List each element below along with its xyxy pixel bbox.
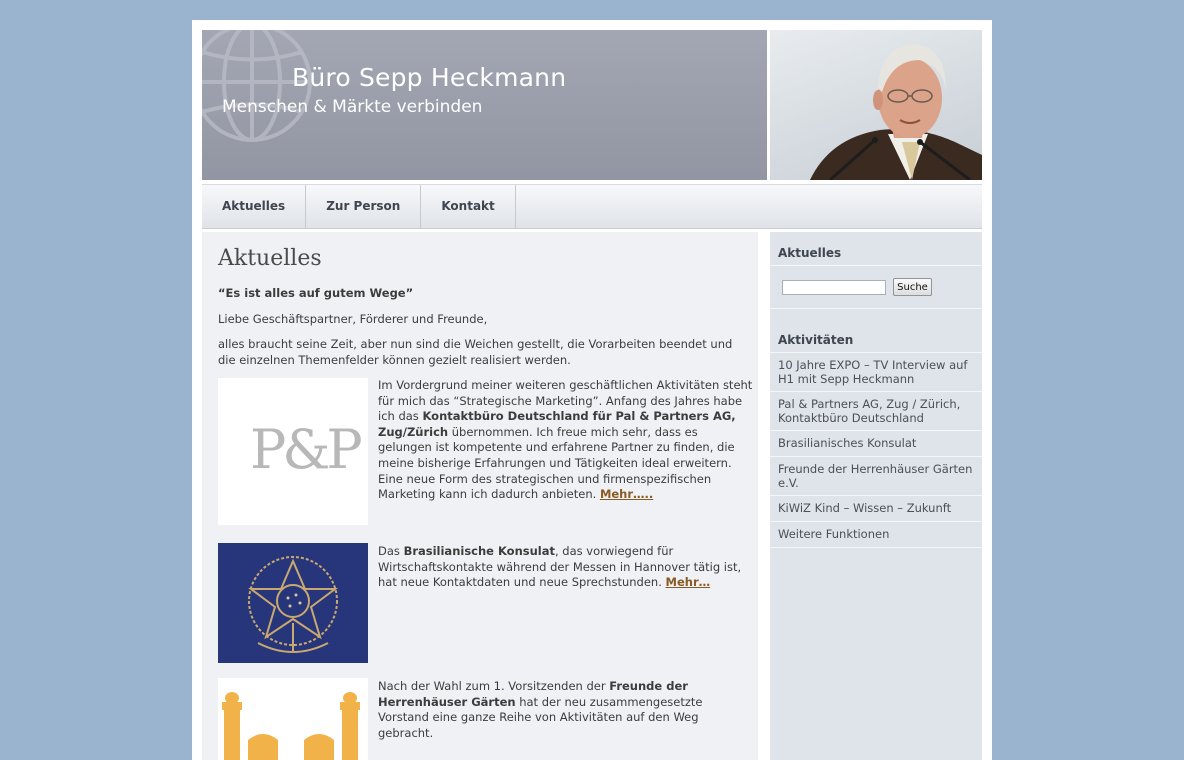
sidebar-item-kiwiz[interactable]: KiWiZ Kind – Wissen – Zukunft: [778, 501, 952, 515]
post-bold-segment: Kontaktbüro Deutschland für Pal & Partners AG, Zug/Zürich: [378, 409, 736, 439]
sidebar-item-pal-partners[interactable]: Pal & Partners AG, Zug / Zürich, Kontaktbüro Deutschland: [778, 397, 961, 425]
pal-partners-logo-text: P&P: [250, 418, 359, 481]
coat-of-arms-icon: [218, 543, 368, 663]
nav-item-zur-person[interactable]: Zur Person: [306, 185, 421, 228]
search-button[interactable]: Suche: [893, 278, 932, 296]
nav-item-aktuelles[interactable]: Aktuelles: [202, 185, 306, 228]
sidebar-divider: [770, 352, 982, 353]
post-text-segment: Im Vordergrund meiner weiteren geschäftlichen Aktivitäten steht für mich das “Strategische Marketing”. Anfang des Jahres habe ich das: [378, 378, 753, 424]
post-text-segment: Nach der Wahl zum 1. Vorsitzenden der: [378, 679, 610, 693]
post-bold-segment: Brasilianische Konsulat: [403, 544, 555, 558]
site-title[interactable]: Büro Sepp Heckmann: [292, 63, 567, 92]
nav-item-kontakt[interactable]: Kontakt: [421, 185, 515, 228]
post-text-segment: hat der neu zusammengesetzte Vorstand eine ganze Reihe von Aktivitäten auf den Weg gebracht.: [378, 694, 703, 740]
speaker-portrait-image: [770, 30, 982, 180]
portrait-photo: [770, 30, 982, 180]
sidebar-divider: [770, 547, 982, 548]
header-banner: [202, 30, 767, 180]
more-link-konsulat[interactable]: Mehr…: [665, 575, 711, 590]
post-text-segment: Das: [378, 544, 404, 558]
pal-partners-logo-image[interactable]: [218, 378, 368, 525]
brazil-coat-of-arms-image[interactable]: [218, 543, 368, 663]
post-subheading: “Es ist alles auf gutem Wege”: [218, 286, 414, 300]
sidebar-divider: [770, 495, 982, 496]
main-navigation: [202, 184, 982, 229]
sidebar-divider: [770, 430, 982, 431]
sidebar-divider: [770, 265, 982, 266]
sidebar-item-weitere-funktionen[interactable]: Weitere Funktionen: [778, 527, 890, 541]
post-text-segment: übernommen. Ich freue mich sehr, dass es gelungen ist kompetente und erfahrene Partner zu finden, die meine bisherige Erfahrungen und Tätigkeiten ideal erweitern. Eine neue Form des strategischen und firmenspezifischen Marketing kann ich dadurch anbieten.: [378, 424, 735, 502]
sidebar-item-expo-interview[interactable]: 10 Jahre EXPO – TV Interview auf H1 mit Sepp Heckmann: [778, 358, 968, 386]
post-herrenhaeuser-text: [378, 679, 754, 741]
post-bold-segment: Freunde der Herrenhäuser Gärten: [378, 679, 688, 709]
sidebar-item-konsulat[interactable]: Brasilianisches Konsulat: [778, 436, 917, 450]
sidebar: [770, 232, 982, 760]
greeting-text: Liebe Geschäftspartner, Förderer und Freunde,: [218, 312, 488, 326]
sidebar-heading-aktuelles: Aktuelles: [778, 246, 842, 260]
main-content: [202, 232, 758, 760]
more-link-pal-partners[interactable]: Mehr…..: [599, 487, 654, 502]
sidebar-divider: [770, 391, 982, 392]
sidebar-item-herrenhaeuser[interactable]: Freunde der Herrenhäuser Gärten e.V.: [778, 462, 973, 490]
post-pal-partners-text: [378, 378, 754, 503]
sidebar-divider: [770, 456, 982, 457]
search-input[interactable]: [782, 280, 886, 295]
page-title: Aktuelles: [218, 246, 322, 271]
page-container: [192, 20, 992, 760]
sidebar-divider: [770, 308, 982, 309]
post-konsulat-text: [378, 544, 754, 591]
herrenhaeuser-gaerten-image[interactable]: [218, 678, 368, 760]
intro-text: alles braucht seine Zeit, aber nun sind die Weichen gestellt, die Vorarbeiten beendet und die einzelnen Themenfelder können gezielt realisiert werden.: [218, 337, 733, 367]
sidebar-heading-aktivitaeten: Aktivitäten: [778, 333, 854, 347]
garden-gate-icon: [218, 678, 368, 760]
site-tagline: Menschen & Märkte verbinden: [222, 97, 483, 117]
post-text-segment: , das vorwiegend für Wirtschaftskontakte während der Messen in Hannover tätig ist, hat neue Kontaktdaten und neue Sprechstunden.: [378, 544, 742, 590]
sidebar-divider: [770, 521, 982, 522]
